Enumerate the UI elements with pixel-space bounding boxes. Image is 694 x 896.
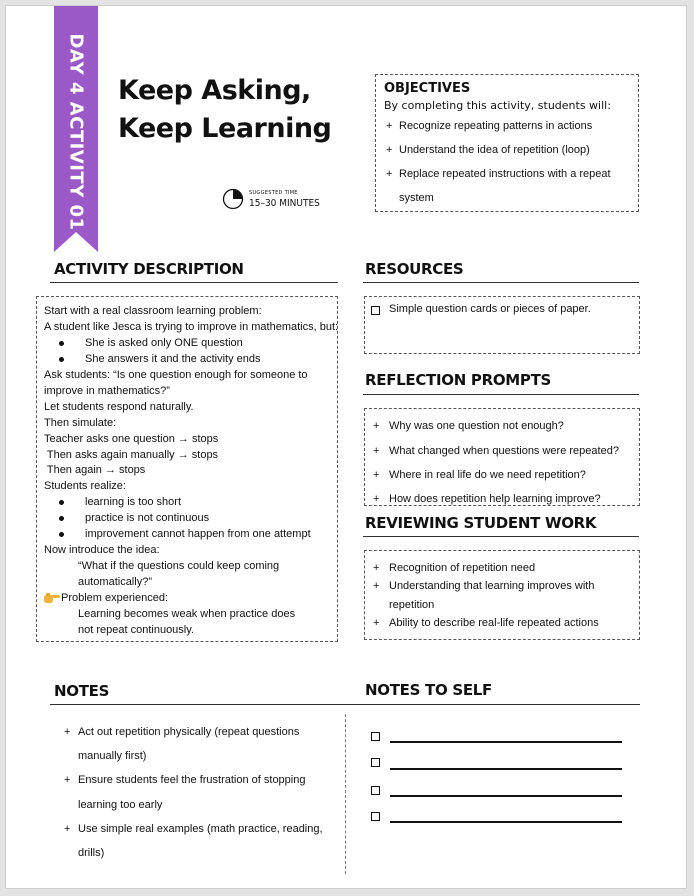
objective-item-continued: system — [399, 192, 434, 204]
activity-line: Then asks again manually → stops — [44, 449, 219, 461]
title-line-1: Keep Asking, — [118, 75, 311, 106]
divider — [363, 394, 639, 395]
plus-bullet-icon: + — [373, 469, 380, 481]
objective-item: Recognize repeating patterns in actions — [399, 120, 593, 132]
activity-line: Teacher asks one question → stops — [44, 433, 219, 445]
suggested-time-label: SUGGESTED TIME — [249, 190, 298, 196]
bullet-dot — [59, 500, 64, 505]
activity-line: She answers it and the activity ends — [85, 353, 261, 365]
plus-bullet-icon: + — [373, 420, 380, 432]
blank-line[interactable] — [390, 821, 622, 823]
activity-line: not repeat continuously. — [78, 624, 194, 636]
objectives-intro: By completing this activity, students will: — [384, 99, 611, 112]
pointing-hand-icon — [43, 591, 61, 605]
blank-line[interactable] — [390, 795, 622, 797]
activity-line: Learning becomes weak when practice does — [78, 608, 296, 620]
reflection-item: Why was one question not enough? — [389, 420, 564, 432]
divider — [363, 282, 639, 283]
divider — [50, 282, 338, 283]
reviewing-item-continued: repetition — [389, 599, 435, 611]
activity-line: Problem experienced: — [61, 592, 169, 604]
notes-to-self-heading: NOTES TO SELF — [365, 681, 496, 699]
activity-line: improve in mathematics?” — [44, 385, 170, 397]
activity-line: Then simulate: — [44, 417, 117, 429]
plus-bullet-icon: + — [64, 823, 71, 835]
notes-item-continued: manually first) — [78, 750, 147, 762]
suggested-time-value: 15–30 MINUTES — [249, 198, 320, 209]
activity-line: practice is not continuous — [85, 512, 210, 524]
activity-line: improvement cannot happen from one attempt — [85, 528, 311, 540]
activity-description-box — [36, 296, 338, 642]
bullet-dot — [59, 341, 64, 346]
objective-item: Understand the idea of repetition (loop) — [399, 144, 590, 156]
bullet-dot — [59, 516, 64, 521]
blank-line[interactable] — [390, 741, 622, 743]
reflection-prompts-heading: REFLECTION PROMPTS — [365, 371, 552, 389]
reviewing-item: Ability to describe real-life repeated actions — [389, 617, 599, 629]
objective-item: Replace repeated instructions with a repeat — [399, 168, 611, 180]
reviewing-item: Recognition of repetition need — [389, 562, 536, 574]
reflection-item: Where in real life do we need repetition? — [389, 469, 586, 481]
resource-item: Simple question cards or pieces of paper. — [389, 303, 591, 315]
notes-item-continued: drills) — [78, 847, 105, 859]
resources-heading: RESOURCES — [365, 260, 464, 278]
notes-item: Use simple real examples (math practice, reading, — [78, 823, 323, 835]
resources-box — [364, 296, 640, 354]
plus-bullet-icon: + — [386, 168, 393, 180]
reflection-item: How does repetition help learning improve? — [389, 493, 601, 505]
clock-icon — [222, 188, 244, 210]
notes-item: Ensure students feel the frustration of stopping — [78, 774, 306, 786]
divider — [363, 536, 639, 537]
bullet-dot — [59, 357, 64, 362]
activity-line: Now introduce the idea: — [44, 544, 160, 556]
page-title — [118, 72, 331, 148]
plus-bullet-icon: + — [64, 774, 71, 786]
checkbox-icon[interactable] — [371, 732, 380, 741]
activity-line: Students realize: — [44, 480, 126, 492]
activity-line: Let students respond naturally. — [44, 401, 194, 413]
divider — [50, 704, 640, 705]
activity-line: Then again → stops — [44, 464, 146, 476]
reviewing-student-work-heading: REVIEWING STUDENT WORK — [365, 514, 597, 532]
activity-description-heading: ACTIVITY DESCRIPTION — [54, 260, 244, 278]
ribbon-label: DAY 4 ACTIVITY 01 — [65, 33, 87, 231]
bullet-dot — [59, 532, 64, 537]
plus-bullet-icon: + — [373, 580, 380, 592]
plus-bullet-icon: + — [373, 493, 380, 505]
blank-line[interactable] — [390, 768, 622, 770]
activity-line: Ask students: “Is one question enough for someone to — [44, 369, 308, 381]
notes-item-continued: learning too early — [78, 799, 163, 811]
checkbox-icon[interactable] — [371, 812, 380, 821]
notes-item: Act out repetition physically (repeat questions — [78, 726, 300, 738]
reflection-prompts-box — [364, 408, 640, 506]
reflection-item: What changed when questions were repeated? — [389, 445, 619, 457]
checkbox-icon[interactable] — [371, 758, 380, 767]
title-line-2: Keep Learning — [118, 113, 332, 144]
plus-bullet-icon: + — [373, 562, 380, 574]
activity-line: Start with a real classroom learning problem: — [44, 305, 262, 317]
column-divider — [345, 714, 346, 874]
plus-bullet-icon: + — [386, 120, 393, 132]
objectives-box — [375, 74, 639, 212]
plus-bullet-icon: + — [64, 726, 71, 738]
activity-line: automatically?” — [78, 576, 152, 588]
checkbox-icon[interactable] — [371, 786, 380, 795]
activity-line: “What if the questions could keep coming — [78, 560, 280, 572]
plus-bullet-icon: + — [373, 617, 380, 629]
checkbox-icon[interactable] — [371, 306, 380, 315]
day-activity-ribbon — [54, 6, 98, 252]
activity-line: learning is too short — [85, 496, 181, 508]
reviewing-item: Understanding that learning improves with — [389, 580, 595, 592]
plus-bullet-icon: + — [373, 445, 380, 457]
plus-bullet-icon: + — [386, 144, 393, 156]
activity-line: A student like Jesca is trying to improve in mathematics, but: — [44, 321, 339, 333]
notes-heading: NOTES — [54, 682, 110, 700]
worksheet-page — [5, 5, 687, 889]
reviewing-student-work-box — [364, 550, 640, 640]
activity-line: She is asked only ONE question — [85, 337, 243, 349]
objectives-heading: OBJECTIVES — [384, 81, 471, 96]
